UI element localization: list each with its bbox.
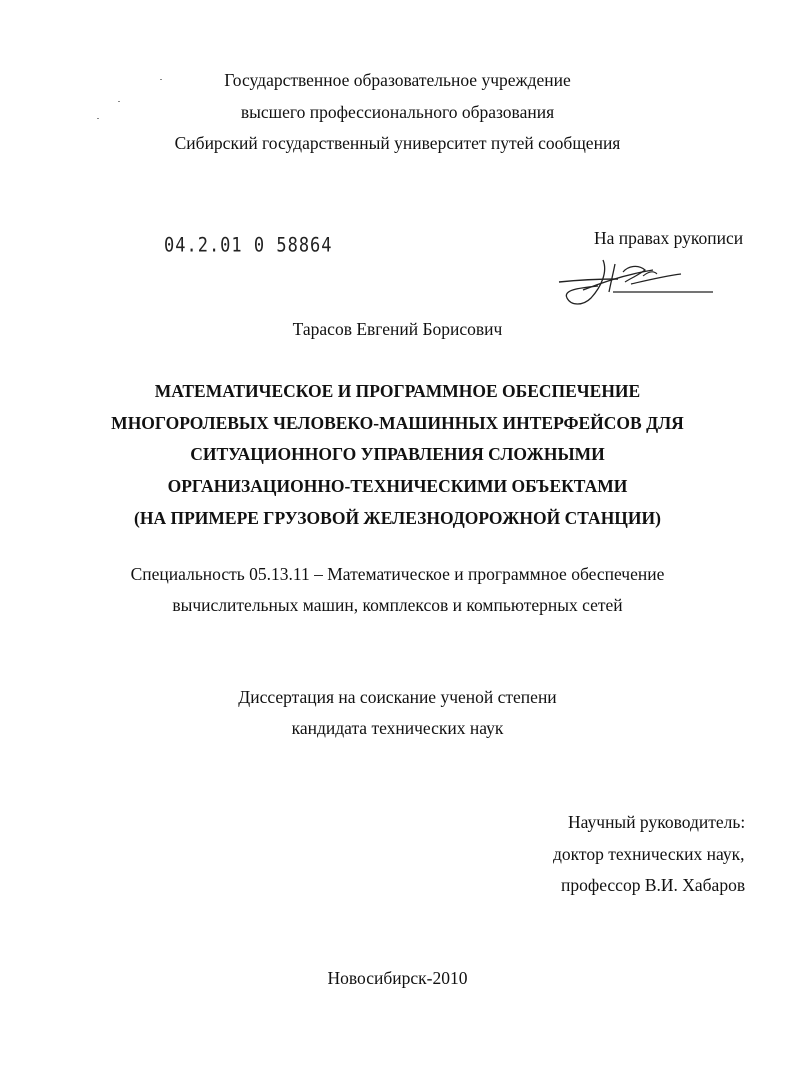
supervisor-degree: доктор технических наук, [553, 844, 745, 864]
author-signature [553, 252, 718, 312]
title-line-4: ОРГАНИЗАЦИОННО-ТЕХНИЧЕСКИМИ ОБЪЕКТАМИ [167, 476, 628, 496]
registration-stamp: 04.2.01 0 58864 [164, 234, 333, 257]
specialty-line-2: вычислительных машин, комплексов и компьютерных сетей [172, 595, 623, 615]
degree-line-2: кандидата технических наук [291, 718, 504, 738]
city-year: Новосибирск-2010 [327, 968, 468, 988]
title-line-1: МАТЕМАТИЧЕСКОЕ И ПРОГРАММНОЕ ОБЕСПЕЧЕНИЕ [154, 381, 641, 401]
degree-line-1: Диссертация на соискание ученой степени [238, 687, 557, 707]
specialty-line-1: Специальность 05.13.11 – Математическое и программное обеспечение [130, 564, 665, 584]
title-line-5: (НА ПРИМЕРЕ ГРУЗОВОЙ ЖЕЛЕЗНОДОРОЖНОЙ СТАНЦИИ) [134, 508, 661, 528]
supervisor-label: Научный руководитель: [568, 812, 746, 832]
institution-line-1: Государственное образовательное учреждение [224, 70, 571, 90]
institution-line-2: высшего профессионального образования [240, 102, 555, 122]
title-line-3: СИТУАЦИОННОГО УПРАВЛЕНИЯ СЛОЖНЫМИ [190, 444, 605, 464]
supervisor-name: профессор В.И. Хабаров [561, 875, 746, 895]
author-name: Тарасов Евгений Борисович [292, 319, 503, 339]
institution-line-3: Сибирский государственный университет путей сообщения [174, 133, 621, 153]
title-line-2: МНОГОРОЛЕВЫХ ЧЕЛОВЕКО-МАШИННЫХ ИНТЕРФЕЙСОВ ДЛЯ [111, 413, 684, 433]
manuscript-note: На правах рукописи [594, 228, 744, 248]
